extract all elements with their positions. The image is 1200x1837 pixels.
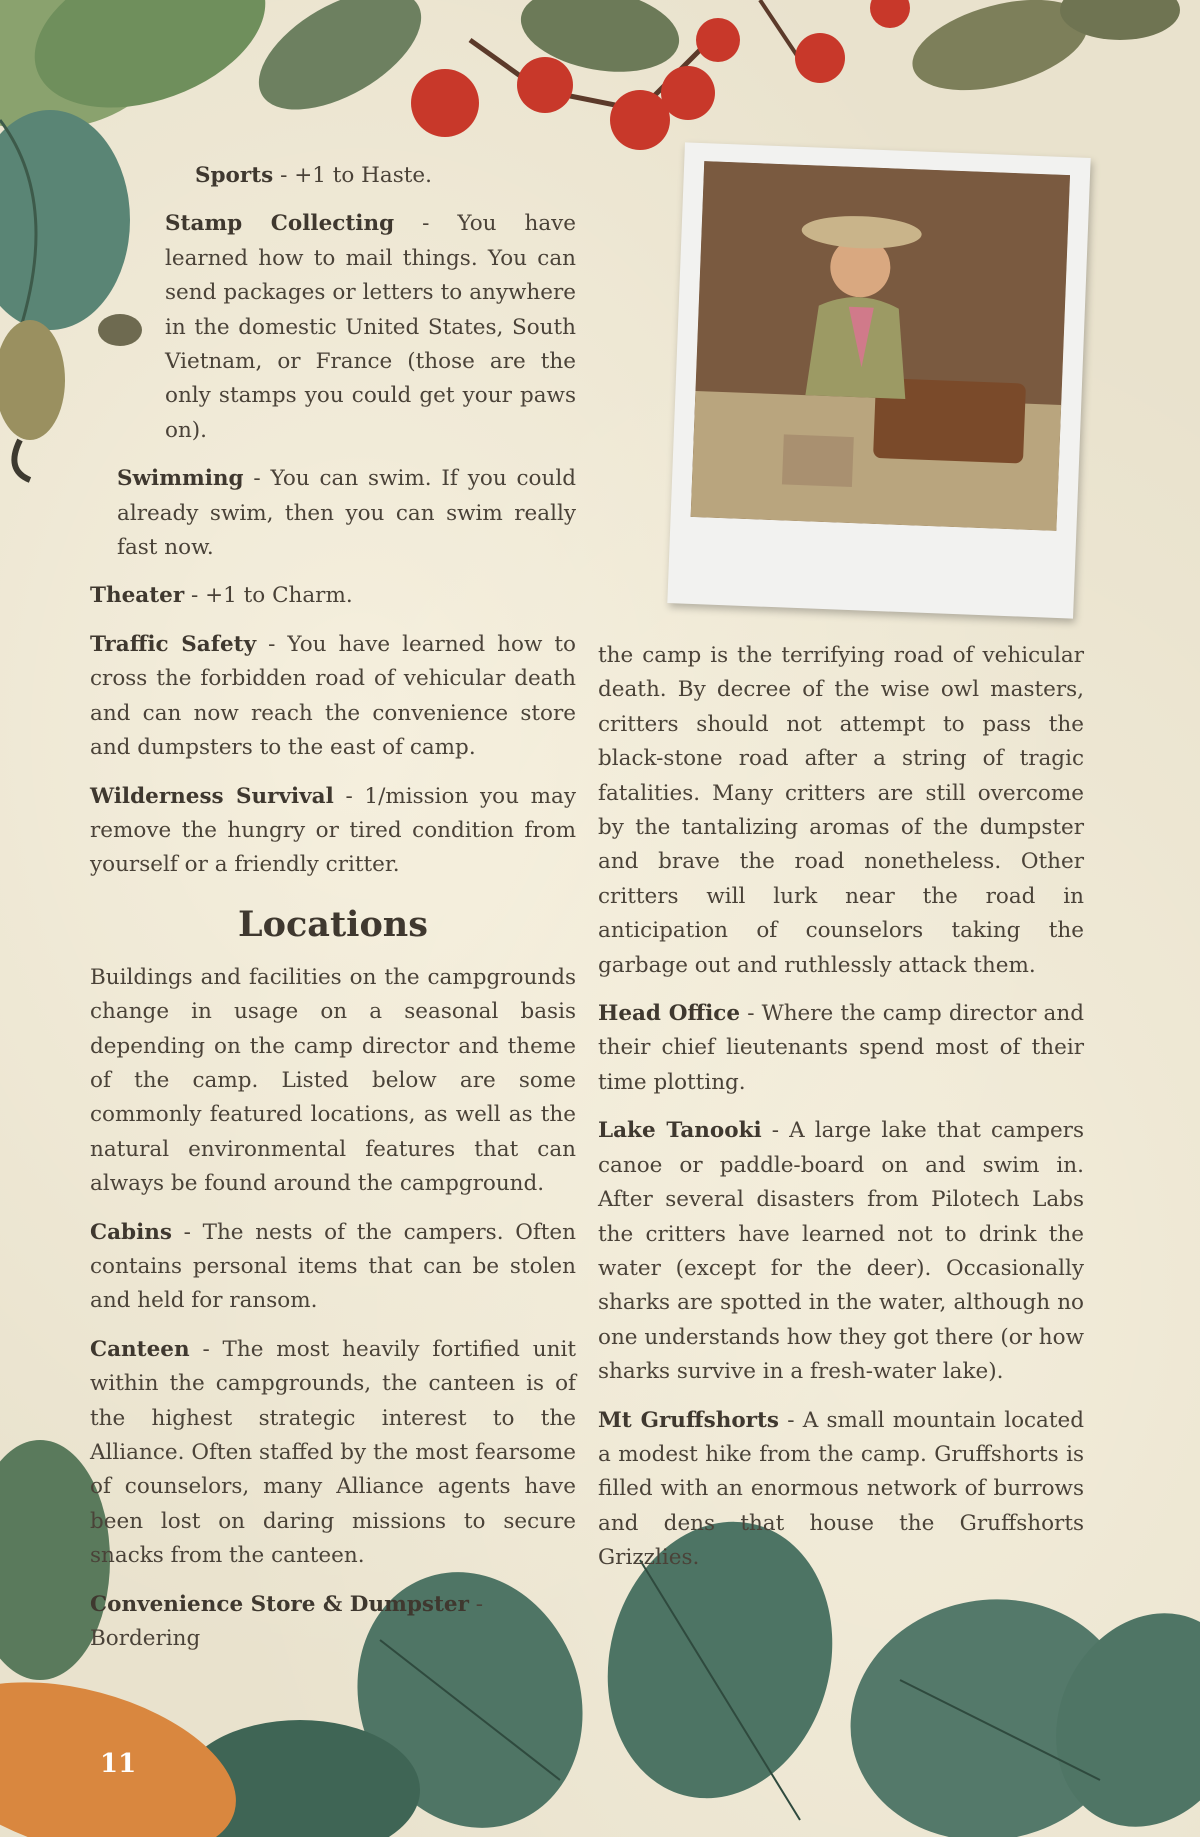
cabins-term: Cabins xyxy=(90,1219,172,1245)
convenience-desc: - Bordering xyxy=(90,1591,484,1652)
berry-icon xyxy=(795,33,845,83)
cabins-entry xyxy=(90,1216,576,1319)
berry-icon xyxy=(610,90,670,150)
convenience-entry xyxy=(90,1588,576,1657)
head-office-term: Head Office xyxy=(598,1001,741,1027)
photo-illustration xyxy=(691,161,1070,531)
berry-icon xyxy=(411,69,479,137)
mt-term: Mt Gruffshorts xyxy=(598,1407,780,1433)
canteen-term: Canteen xyxy=(90,1336,190,1362)
lake-desc: - A large lake that campers canoe or paddle-board on and swim in. After several disasters from Pilotech Labs the critters have learned not to drink the water (except for the deer). Occasionally sharks are spotted in the water, although no one understands how they got there (or how sharks survive in a fresh-water lake). xyxy=(598,1118,1084,1385)
canteen-desc: - The most heavily fortified unit within the campgrounds, the canteen is of the highest strategic interest to the Alliance. Often staffed by the most fearsome of counselors, many Alliance agents have been lost on daring missions to secure snacks from the canteen. xyxy=(90,1336,576,1569)
traffic-term: Traffic Safety xyxy=(90,631,257,657)
lake-term: Lake Tanooki xyxy=(598,1118,762,1144)
berry-icon xyxy=(661,66,715,120)
stamp-entry xyxy=(165,207,576,448)
berry-icon xyxy=(517,57,573,113)
stamp-term: Stamp Collecting xyxy=(165,211,395,237)
leaf-icon xyxy=(240,0,441,134)
traffic-entry xyxy=(90,628,576,766)
wilderness-desc: - 1/mission you may remove the hungry or tired condition from yourself or a friendly critter. xyxy=(90,783,576,878)
polaroid-photo xyxy=(667,142,1090,618)
theater-term: Theater xyxy=(90,583,185,609)
locations-intro: Buildings and facilities on the campgrounds change in usage on a seasonal basis depending on the camp director and theme of the camp. Listed below are some commonly featured locations, as well as the natural environmental features that can always be found around the campground. xyxy=(90,964,576,1197)
stamp-desc: - You have learned how to mail things. You can send packages or letters to anywhere in the domestic United States, South Vietnam, or France (those are the only stamps you could get your paws on). xyxy=(165,211,577,443)
head-office-desc: - Where the camp director and their chief lieutenants spend most of their time plotting. xyxy=(598,1001,1084,1095)
convenience-term: Convenience Store & Dumpster xyxy=(90,1591,469,1617)
swimming-desc: - You can swim. If you could already swim, then you can swim really fast now. xyxy=(117,466,576,561)
leaf-icon xyxy=(0,320,65,440)
right-column xyxy=(598,639,1084,1590)
convenience-continued: the camp is the terrifying road of vehicular death. By decree of the wise owl masters, critters should not attempt to pass the black-stone road after a string of tragic fatalities. Many critters are still overcome by the tantalizing aromas of the dumpster and brave the road nonetheless. Other critters will lurk near the road in anticipation of counselors taking the garbage out and ruthlessly attack them. xyxy=(598,643,1084,978)
wilderness-entry xyxy=(90,780,576,883)
sports-entry xyxy=(195,159,576,193)
berry-icon xyxy=(696,18,740,62)
head-office-entry xyxy=(598,997,1084,1100)
page-number: 11 xyxy=(100,1749,137,1779)
cabins-desc: - The nests of the campers. Often contains personal items that can be stolen and held for ransom. xyxy=(90,1219,576,1314)
swimming-entry xyxy=(117,462,576,565)
locations-heading: Locations xyxy=(238,903,428,945)
left-column xyxy=(90,159,576,1670)
lake-entry xyxy=(598,1114,1084,1389)
sports-desc: - +1 to Haste. xyxy=(273,163,432,188)
traffic-desc: - You have learned how to cross the forbidden road of vehicular death and can now reach the convenience store and dumpsters to the east of camp. xyxy=(90,631,576,761)
mt-desc: - A small mountain located a modest hike from the camp. Gruffshorts is filled with an enormous network of burrows and dens that house the Gruffshorts Grizzlies. xyxy=(598,1407,1085,1571)
berry-icon xyxy=(870,0,910,28)
canteen-entry xyxy=(90,1333,576,1574)
theater-entry xyxy=(90,579,576,613)
wilderness-term: Wilderness Survival xyxy=(90,783,334,809)
theater-desc: - +1 to Charm. xyxy=(184,583,353,609)
swimming-term: Swimming xyxy=(117,466,244,492)
sports-term: Sports xyxy=(195,163,274,188)
mt-entry xyxy=(598,1404,1084,1576)
